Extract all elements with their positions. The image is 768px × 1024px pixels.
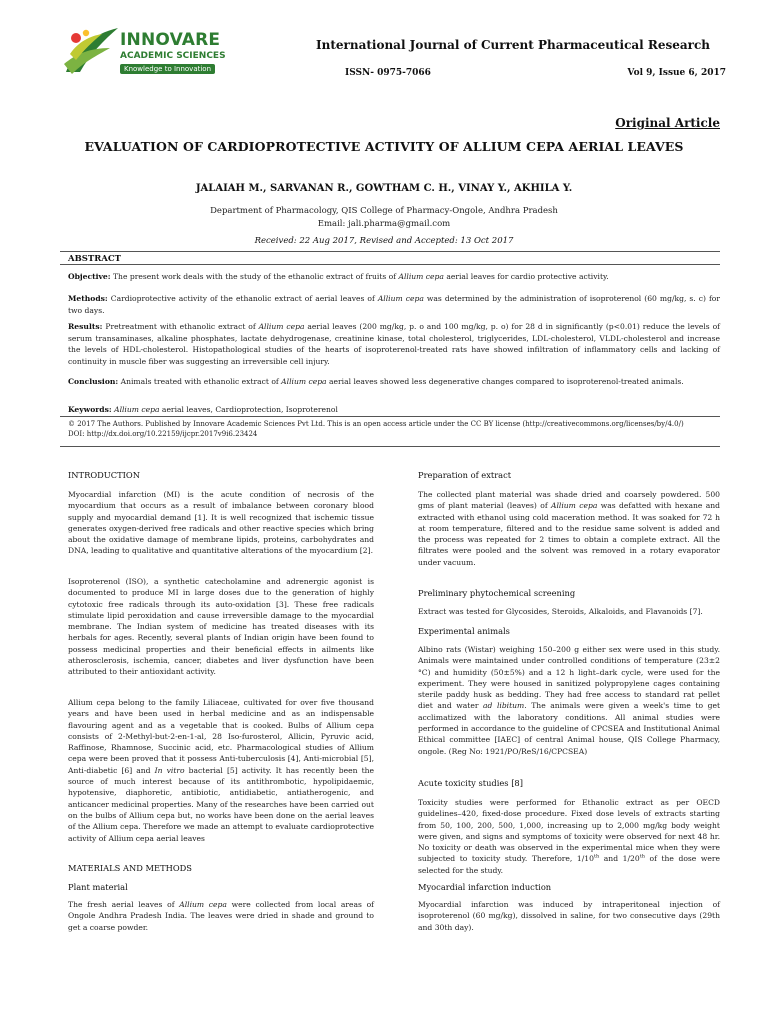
abstract-conclusion: Conclusion: Animals treated with ethanolic extract of Allium cepa aerial leaves showed less degenerative changes compared to isoproterenol-treated animals. bbox=[68, 377, 684, 386]
article-type: Original Article bbox=[615, 116, 720, 130]
abstract-objective: Objective: The present work deals with the study of the ethanolic extract of fruits of Allium cepa aerial leaves for cardio protective activity. bbox=[68, 272, 609, 281]
volume-issue: Vol 9, Issue 6, 2017 bbox=[627, 68, 726, 78]
issn: ISSN- 0975-7066 bbox=[345, 68, 431, 78]
experimental-animals-paragraph: Albino rats (Wistar) weighing 150–200 g either sex were used in this study. Animals were maintained under controlled conditions of temperature (23±2 °C) and humidity (50±5%) and a 12 h light–dark cycle, were used for the experiment. They were housed in sanitized polypropylene cages containing sterile paddy husk as bedding. They had free access to standard rat pellet diet and water ad libitum. The animals were given a week's time to get acclimatized with the laboratory conditions. All animal studies were performed in accordance to the guideline of CPCSEA and Institutional Animal Ethical committee [IAEC] of central Animal house, QIS College Pharmacy, ongole. (Reg No: 1921/PO/ReS/16/CPCSEA) bbox=[418, 645, 720, 756]
logo-tagline: Knowledge to Innovation bbox=[120, 64, 215, 74]
intro-paragraph-2: Isoproterenol (ISO), a synthetic catecholamine and adrenergic agonist is documented to produce MI in large doses due to the generation of highly cytotoxic free radicals through its auto-oxidation [3]. These free radicals stimulate lipid peroxidation and cause irreversible damage to the myocardial membrane. The Indian system of medicine has treated diseases with its herbals for ages. Recently, several plants of Indian origin have been found to possess medicinal properties and their beneficial effects in ailments like atherosclerosis, ischemia, cancer, diabetes and liver dysfunction have been attributed to their antioxidant activity. bbox=[68, 577, 374, 677]
received-dates: Received: 22 Aug 2017, Revised and Accepted: 13 Oct 2017 bbox=[254, 236, 514, 246]
acute-toxicity-paragraph: Toxicity studies were performed for Ethanolic extract as per OECD guidelines–420, fixed-dose procedure. Fixed dose levels of extracts starting from 50, 100, 200, 500, 1,000, increasing up to 2,000 mg/kg body weight were given, and signs and symptoms of toxicity were observed for next 48 hr. No toxicity or death was observed in the experimental mice when they were subjected to toxicity study. Therefore, 1/10th and 1/20th of the dose were selected for the study. bbox=[418, 798, 720, 875]
logo-subtitle: ACADEMIC SCIENCES bbox=[120, 51, 226, 61]
section-heading-introduction: INTRODUCTION bbox=[68, 470, 140, 480]
author-email: Email: jali.pharma@gmail.com bbox=[317, 219, 451, 229]
divider bbox=[60, 251, 720, 252]
intro-paragraph-1: Myocardial infarction (MI) is the acute condition of necrosis of the myocardium that occurs as a result of imbalance between coronary blood supply and myocardial demand [1]. It is well recognized that ischemic tissue generates oxygen-derived free radicals and other reactive species which bring about the oxidative damage of membrane lipids, proteins, carbohydrates and DNA, leading to qualitative and quantitative alterations of the myocardium [2]. bbox=[68, 490, 374, 556]
mi-induction-paragraph: Myocardial infarction was induced by intraperitoneal injection of isoproterenol (60 mg/kg), dissolved in saline, for two consecutive days (29th and 30th day). bbox=[418, 900, 720, 932]
subheading-mi-induction: Myocardial infarction induction bbox=[418, 882, 552, 892]
doi: DOI: http://dx.doi.org/10.22159/ijcpr.2017v9i6.23424 bbox=[68, 430, 258, 438]
subheading-plant-material: Plant material bbox=[68, 882, 128, 892]
keywords: Keywords: Allium cepa aerial leaves, Cardioprotection, Isoproterenol bbox=[68, 405, 338, 414]
publisher-logo bbox=[60, 20, 260, 82]
leaf-emblem-icon bbox=[60, 24, 122, 78]
license-block bbox=[68, 419, 720, 439]
journal-title: International Journal of Current Pharmaceutical Research bbox=[316, 38, 711, 52]
subheading-acute-toxicity: Acute toxicity studies [8] bbox=[418, 778, 523, 788]
preparation-paragraph: The collected plant material was shade dried and coarsely powdered. 500 gms of plant material (leaves) of Allium cepa was defatted with hexane and extracted with ethanol using cold maceration method. It was soaked for 72 h at room temperature, filtered and to the residue same solvent is added and the process was repeated for 2 times to obtain a complete extract. All the filtrates were pooled and the solvent was removed in a rotary evaporator under vacuum. bbox=[418, 490, 721, 567]
abstract-results: Results: Pretreatment with ethanolic extract of Allium cepa aerial leaves (200 mg/kg, p. o and 100 mg/kg, p. o) for 28 d in significantly (p<0.01) reduce the levels of serum transaminases, alkaline phosphates, lactate dehydrogenase, creatinine kinase, total cholesterol, triglycerides, LDL-cholesterol, VLDL-cholesterol and increase the levels of HDL-cholesterol. Histopathological studies of the hearts of isoproterenol-treated rats have showed infiltration of inflammatory cells and lacking of continuity in muscle fiber was suggesting an irreversible cell injury. bbox=[68, 322, 720, 366]
subheading-preparation-extract: Preparation of extract bbox=[418, 470, 512, 480]
license-text: © 2017 The Authors. Published by Innovare Academic Sciences Pvt Ltd. This is an open access article under the CC BY license (http://creativecommons.org/licenses/by/4.0/) bbox=[68, 420, 684, 428]
article-title: EVALUATION OF CARDIOPROTECTIVE ACTIVITY OF ALLIUM CEPA AERIAL LEAVES bbox=[84, 139, 684, 154]
subheading-experimental-animals: Experimental animals bbox=[418, 626, 510, 636]
journal-header bbox=[60, 20, 728, 90]
section-heading-materials-methods: MATERIALS AND METHODS bbox=[68, 863, 192, 873]
phytochemical-paragraph: Extract was tested for Glycosides, Steroids, Alkaloids, and Flavanoids [7]. bbox=[418, 607, 703, 616]
logo-name: INNOVARE bbox=[120, 30, 221, 50]
divider bbox=[60, 446, 720, 447]
divider bbox=[60, 416, 720, 417]
intro-paragraph-3: Allium cepa belong to the family Liliaceae, cultivated for over five thousand years and have been used in herbal medicine and as an indispensable flavouring agent and as a vegetable that is cooked. Bulbs of Allium cepa consists of 2-Methyl-but-2-en-1-al, 28 Iso-furosterol, Allicin, Pyruvic acid, Raffinose, Rhamnose, Succinic acid, etc. Pharmacological studies of Allium cepa were been proved that it possess Anti-tuberculosis [4], Anti-microbial [5], Anti-diabetic [6] and In vitro bacterial [5] activity. It has recently been the source of much interest because of its antithrombotic, hypolipidaemic, hypotensive, diaphoretic, antibiotic, antidiabetic, antiatherogenic, and anticancer medicinal properties. Many of the researches have been carried out on the bulbs of Allium cepa but, no works have been done on the aerial leaves of the Allium cepa. Therefore we made an attempt to evaluate cardioprotective activity of Allium cepa aerial leaves bbox=[68, 698, 375, 843]
subheading-phytochemical: Preliminary phytochemical screening bbox=[418, 588, 576, 598]
abstract-heading: ABSTRACT bbox=[68, 254, 121, 264]
affiliation: Department of Pharmacology, QIS College of Pharmacy-Ongole, Andhra Pradesh bbox=[210, 206, 558, 216]
plant-material-paragraph: The fresh aerial leaves of Allium cepa were collected from local areas of Ongole Andhra Pradesh India. The leaves were dried in shade and ground to get a coarse powder. bbox=[68, 900, 374, 932]
author-list: JALAIAH M., SARVANAN R., GOWTHAM C. H., VINAY Y., AKHILA Y. bbox=[195, 183, 573, 194]
divider bbox=[60, 264, 720, 265]
abstract-methods: Methods: Cardioprotective activity of the ethanolic extract of aerial leaves of Allium cepa was determined by the administration of isoproterenol (60 mg/kg, s. c) for two days. bbox=[68, 294, 720, 315]
